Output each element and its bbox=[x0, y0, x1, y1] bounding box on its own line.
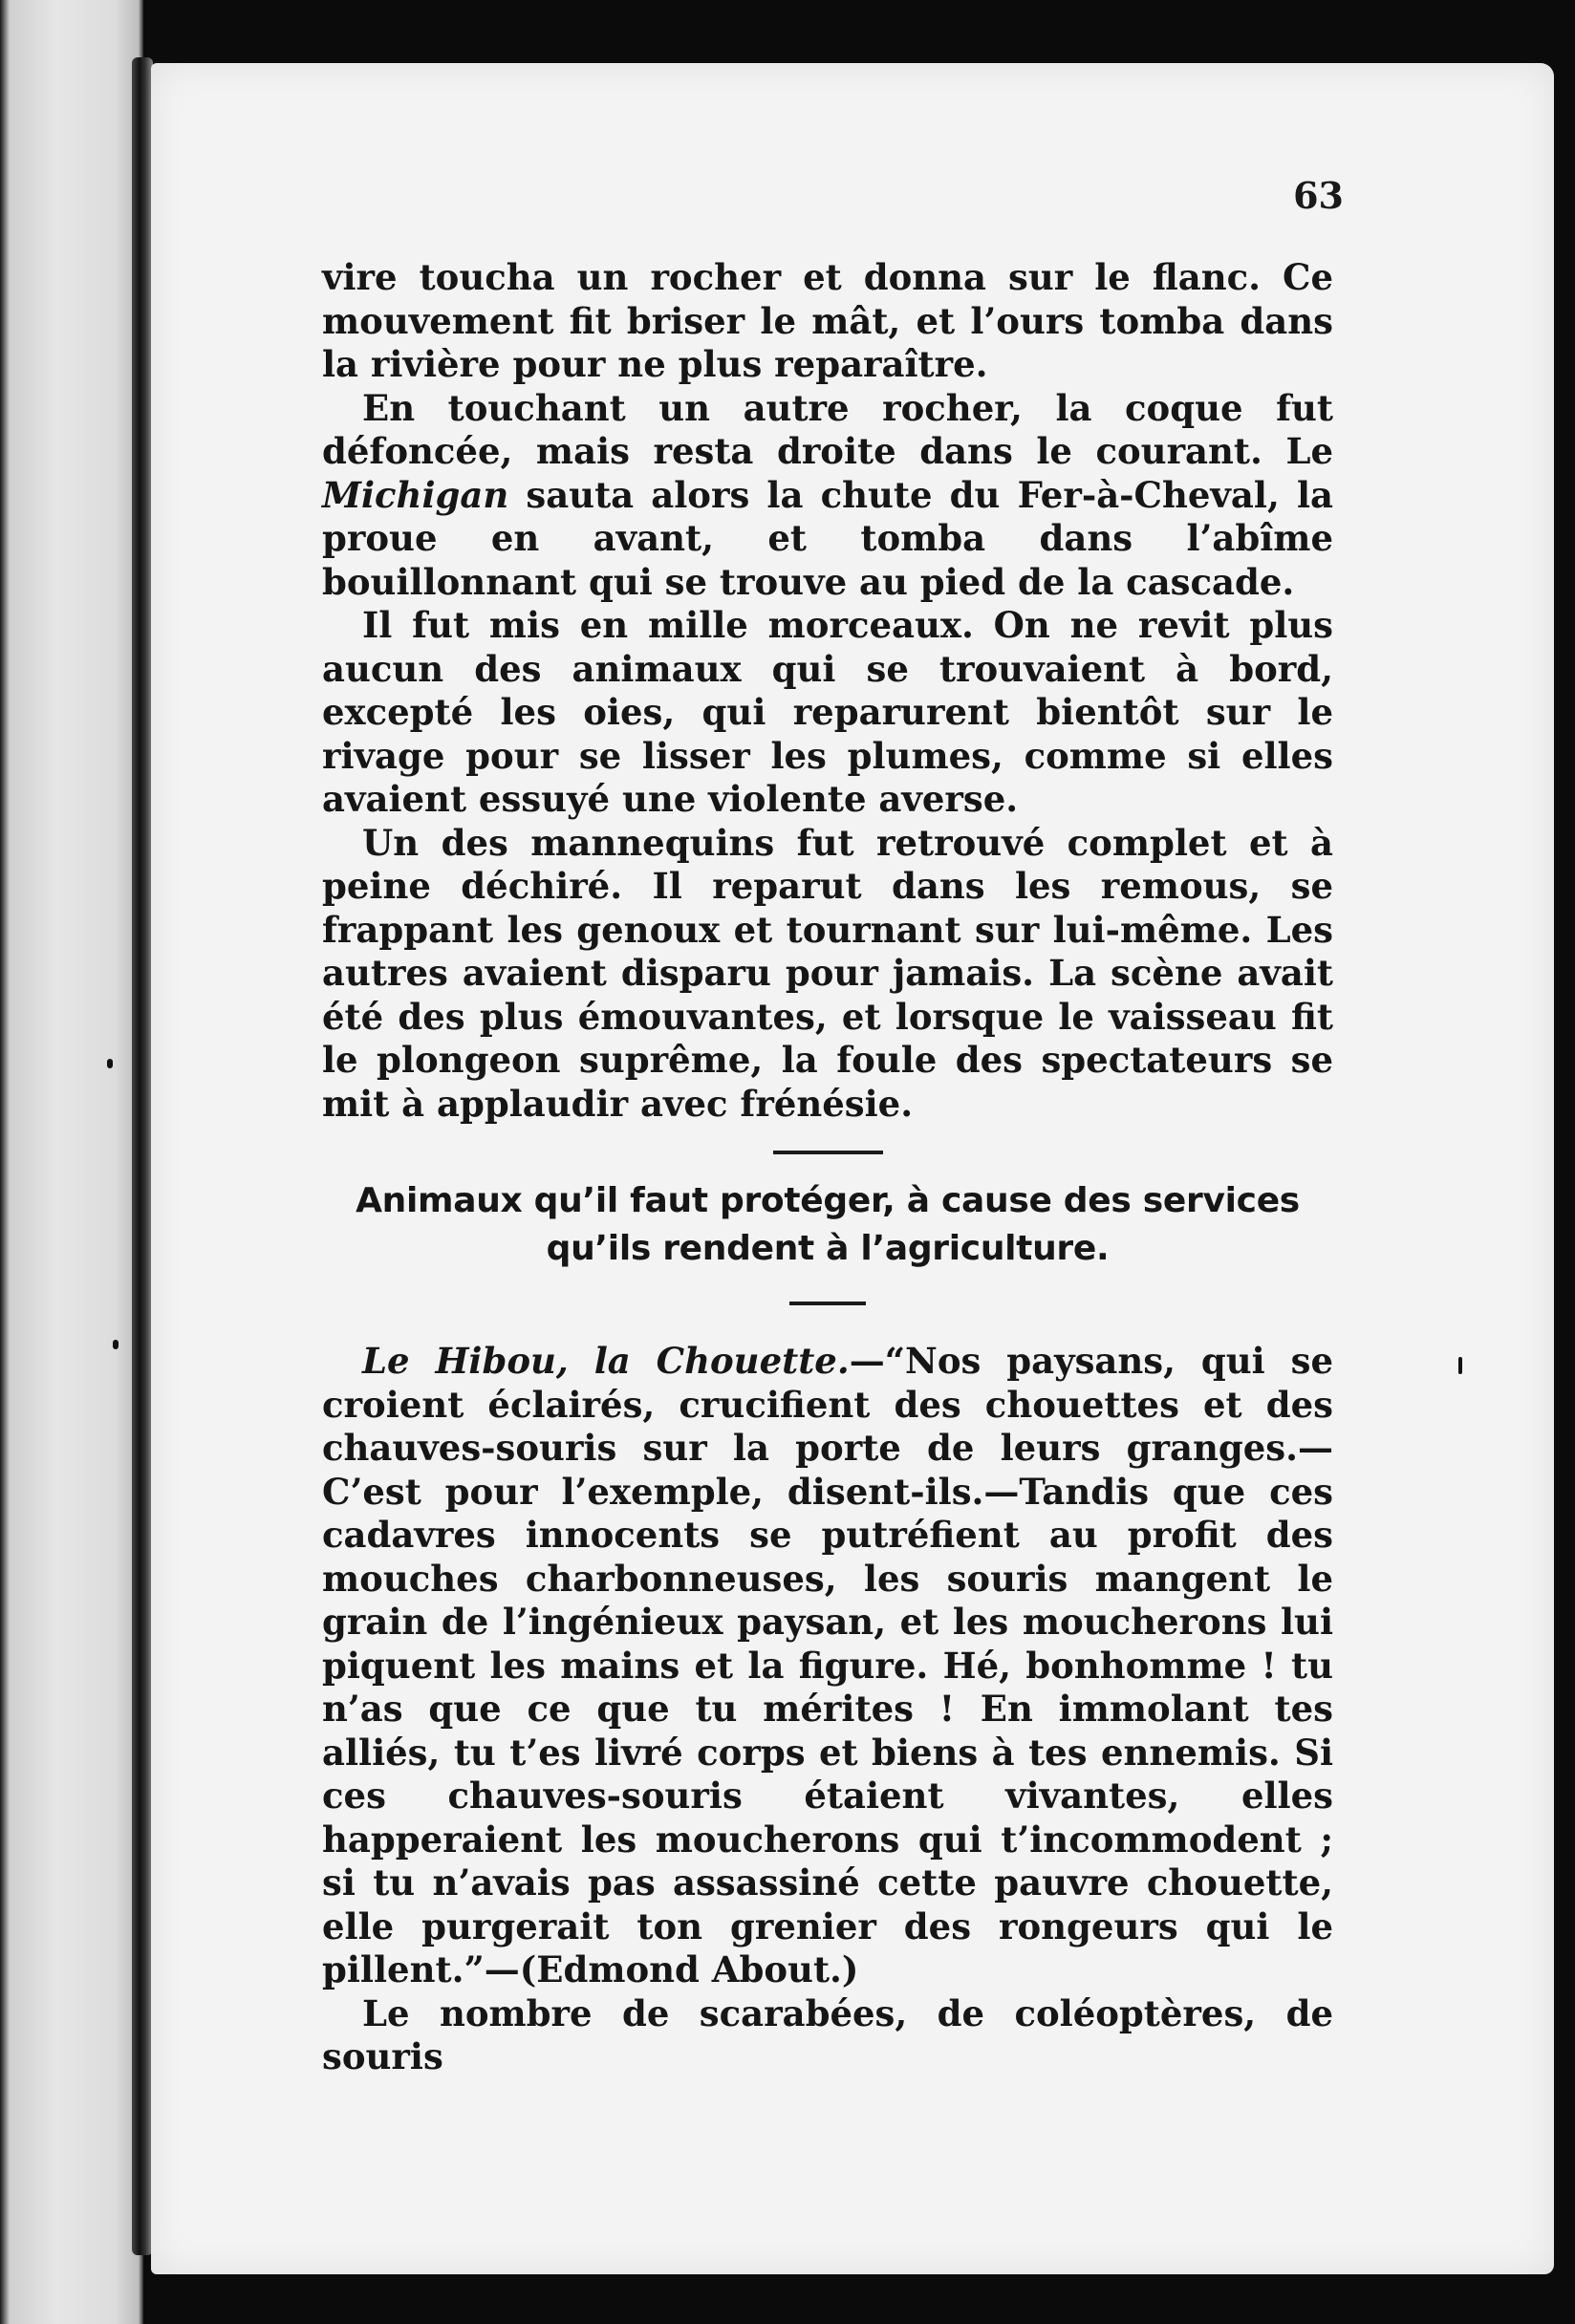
section-heading-line-1: Animaux qu’il faut protéger, à cause des services bbox=[356, 1181, 1300, 1220]
left-page-edge bbox=[0, 0, 143, 2324]
speck-mark bbox=[1458, 1357, 1462, 1374]
final-line: Le nombre de scarabées, de coléoptères, de souris bbox=[322, 1991, 1333, 2077]
page-number: 63 bbox=[1293, 174, 1344, 217]
quote-text: —“Nos paysans, qui se croient éclairés, crucifient des chouettes et des chauves-souris sur la porte de leurs granges.—C’est pour l’exemple, disent-ils.—Tandis que ces cadavres innocents se putréfient au profit des mouches charbonneuses, les souris mangent le grain de l’ingénieux paysan, et les moucherons lui piquent les mains et la figure. Hé, bonhomme ! tu n’as que ce que tu mérites ! En immolant tes alliés, tu t’es livré corps et biens à tes ennemis. Si ces chauves-souris étaient vivantes, elles happeraient les moucherons qui t’incommodent ; si tu n’avais pas assassiné cette pauvre chouette, elle purgerait ton grenier des rongeurs qui le pillent.”—(Edmond About.) bbox=[322, 1340, 1333, 1990]
section-heading-line-2: qu’ils rendent à l’agriculture. bbox=[546, 1229, 1110, 1268]
section-divider-bottom bbox=[789, 1302, 866, 1305]
quote-paragraph bbox=[322, 1340, 1333, 1992]
section-divider-top bbox=[773, 1151, 883, 1154]
quote-lead: Le Hibou, la Chouette. bbox=[362, 1340, 850, 1382]
paragraph-3: Il fut mis en mille morceaux. On ne revit plus aucun des animaux qui se trouvaient à bord, excepté les oies, qui reparurent bientôt sur le rivage pour se lisser les plumes, comme si elles avaient essuyé une violente averse. bbox=[322, 604, 1333, 820]
ship-name: Michigan bbox=[322, 473, 509, 516]
paragraph-2-start: En touchant un autre rocher, la coque fut défoncée, mais resta droite dans le courant. Le bbox=[322, 386, 1333, 472]
book-binding bbox=[132, 57, 153, 2255]
body-text bbox=[322, 256, 1333, 2079]
speck-mark bbox=[113, 1340, 119, 1349]
paragraph-1: vire toucha un rocher et donna sur le flanc. Ce mouvement fit briser le mât, et l’ours tomba dans la rivière pour ne plus reparaître. bbox=[322, 256, 1333, 385]
paragraph-4: Un des mannequins fut retrouvé complet et à peine déchiré. Il reparut dans les remous, se frappant les genoux et tournant sur lui-même. Les autres avaient disparu pour jamais. La scène avait été des plus émouvantes, et lorsque le vaisseau fit le plongeon suprême, la foule des spectateurs se mit à applaudir avec frénésie. bbox=[322, 821, 1333, 1125]
paragraph-2 bbox=[322, 387, 1333, 605]
speck-mark bbox=[107, 1059, 113, 1068]
paragraph-2-end: sauta alors la chute du Fer-à-Cheval, la proue en avant, et tomba dans l’abîme bouillonnant qui se trouve au pied de la cascade. bbox=[322, 473, 1333, 603]
